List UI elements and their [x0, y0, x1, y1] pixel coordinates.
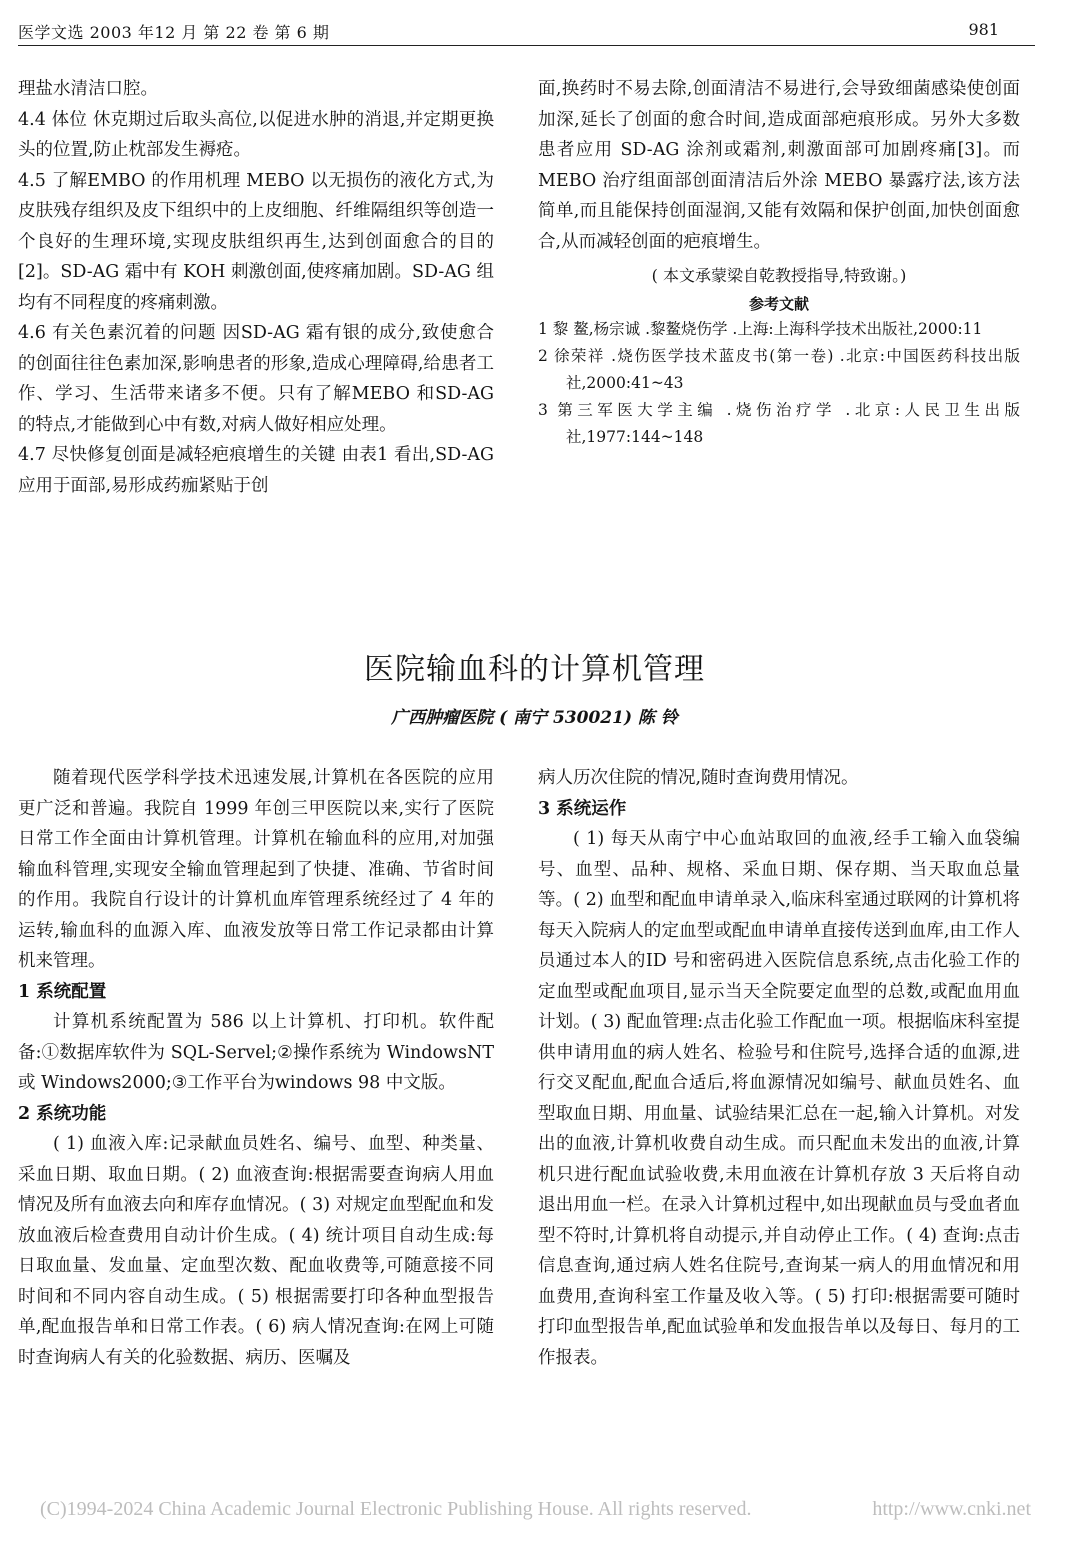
section-4-7: 4.7 尽快修复创面是减轻疤痕增生的关键 由表1 看出,SD-AG 应用于面部,易形成药痂紧贴于创 — [18, 445, 494, 496]
acknowledgement: ( 本文承蒙梁自乾教授指导,特致谢。) — [651, 266, 907, 285]
header-rule — [18, 45, 1035, 46]
page-number: 981 — [968, 20, 999, 39]
watermark-footer — [40, 1498, 1049, 1528]
source-url: http://www.cnki.net — [872, 1498, 1031, 1520]
top-left-column — [18, 74, 494, 501]
references-heading: 参考文献 — [748, 294, 809, 313]
bottom-left-column — [18, 763, 494, 1373]
copyright-notice: (C)1994-2024 China Academic Journal Electronic Publishing House. All rights reserved. — [40, 1498, 752, 1520]
top-right-column — [538, 74, 1020, 451]
reference-item: 3 第三军医大学主编 .烧伤治疗学 .北京:人民卫生出版社,1977:144~148 — [538, 400, 1020, 446]
section-heading: 1 系统配置 — [18, 981, 107, 1002]
reference-item: 1 黎 鳌,杨宗诚 .黎鳌烧伤学 .上海:上海科学技术出版社,2000:11 — [538, 319, 983, 338]
section-4-5: 4.5 了解EMBO 的作用机理 MEBO 以无损伤的液化方式,为皮肤残存组织及皮下组织中的上皮细胞、纤维隔组织等创造一个良好的生理环境,实现皮肤组织再生,达到创面愈合的目的[2]。SD-AG 霜中有 KOH 刺激创面,使疼痛加剧。SD-AG 组均有不同程度的疼痛刺激。 — [18, 170, 494, 313]
intro-paragraph: 随着现代医学科学技术迅速发展,计算机在各医院的应用更广泛和普遍。我院自 1999 年创三甲医院以来,实行了医院日常工作全面由计算机管理。计算机在输血科的应用,对加强输血科管理,实现安全输血管理起到了快捷、准确、节省时间的作用。我院自行设计的计算机血库管理系统经过了 4 年的运转,输血科的血源入库、血液发放等日常工作记录都由计算机来管理。 — [18, 768, 494, 971]
paragraph: 病人历次住院的情况,随时查询费用情况。 — [538, 768, 859, 788]
paragraph: ( 1) 每天从南宁中心血站取回的血液,经手工输入血袋编号、血型、品种、规格、采血日期、保存期、当天取血总量等。( 2) 血型和配血申请单录入,临床科室通过联网的计算机将每天入院病人的定血型或配血申请单直接传送到血库,由工作人员通过本人的ID 号和密码进入医院信息系统,点击化验工作的定血型或配血项目,显示当天全院要定血型的总数,或配血用血计划。( 3) 配血管理:点击化验工作配血一项。根据临床科室提供申请用血的病人姓名、检验号和住院号,选择合适的血源,进行交叉配血,配血合适后,将血源情况如编号、献血员姓名、血型取血日期、用血量、试验结果汇总在一起,输入计算机。对发出的血液,计算机收费自动生成。而只配血未发出的血液,计算机只进行配血试验收费,未用血液在计算机存放 3 天后将自动退出用血一栏。在录入计算机过程中,如出现献血员与受血者血型不符时,计算机将自动提示,并自动停止工作。( 4) 查询:点击信息查询,通过病人姓名住院号,查询某一病人的用血情况和用血费用,查询科室工作量及收入等。( 5) 打印:根据需要可随时打印血型报告单,配血试验单和发血报告单以及每日、每月的工作报表。 — [538, 829, 1020, 1368]
article-title: 医院输血科的计算机管理 — [364, 652, 705, 687]
paragraph: 计算机系统配置为 586 以上计算机、打印机。软件配备:①数据库软件为 SQL-Servel;②操作系统为 WindowsNT 或 Windows2000;③工作平台为windows 98 中文版。 — [18, 1012, 494, 1093]
section-4-4: 4.4 体位 休克期过后取头高位,以促进水肿的消退,并定期更换头的位置,防止枕部发生褥疮。 — [18, 109, 494, 160]
journal-info: 医学文选 2003 年12 月 第 22 卷 第 6 期 — [18, 23, 330, 42]
section-heading: 3 系统运作 — [538, 798, 627, 819]
section-4-6: 4.6 有关色素沉着的问题 因SD-AG 霜有银的成分,致使愈合的创面往往色素加深,影响患者的形象,造成心理障碍,给患者工作、学习、生活带来诸多不便。只有了解MEBO 和SD-AG 的特点,才能做到心中有数,对病人做好相应处理。 — [18, 323, 494, 435]
article-author: 广西肿瘤医院 ( 南宁 530021) 陈 铃 — [391, 708, 678, 728]
reference-item: 2 徐荣祥 .烧伤医学技术蓝皮书(第一卷) .北京:中国医药科技出版社,2000:41~43 — [538, 346, 1020, 392]
bottom-right-column — [538, 763, 1020, 1373]
paragraph: 理盐水清洁口腔。 — [18, 79, 158, 99]
paragraph: 面,换药时不易去除,创面清洁不易进行,会导致细菌感染使创面加深,延长了创面的愈合时间,造成面部疤痕形成。另外大多数患者应用 SD-AG 涂剂或霜剂,刺激面部可加剧疼痛[3]。而 MEBO 治疗组面部创面清洁后外涂 MEBO 暴露疗法,该方法简单,而且能保持创面湿润,又能有效隔和保护创面,加快创面愈合,从而减轻创面的疤痕增生。 — [538, 79, 1020, 252]
section-heading: 2 系统功能 — [18, 1103, 107, 1124]
paragraph: ( 1) 血液入库:记录献血员姓名、编号、血型、种类量、采血日期、取血日期。( 2) 血液查询:根据需要查询病人用血情况及所有血液去向和库存血情况。( 3) 对规定血型配血和发放血液后检查费用自动计价生成。( 4) 统计项目自动生成:每日取血量、发血量、定血型次数、配血收费等,可随意接不同时间和不同内容自动生成。( 5) 根据需要打印各种血型报告单,配血报告单和日常工作表。( 6) 病人情况查询:在网上可随时查询病人有关的化验数据、病历、医嘱及 — [18, 1134, 494, 1368]
running-header — [18, 20, 1039, 48]
